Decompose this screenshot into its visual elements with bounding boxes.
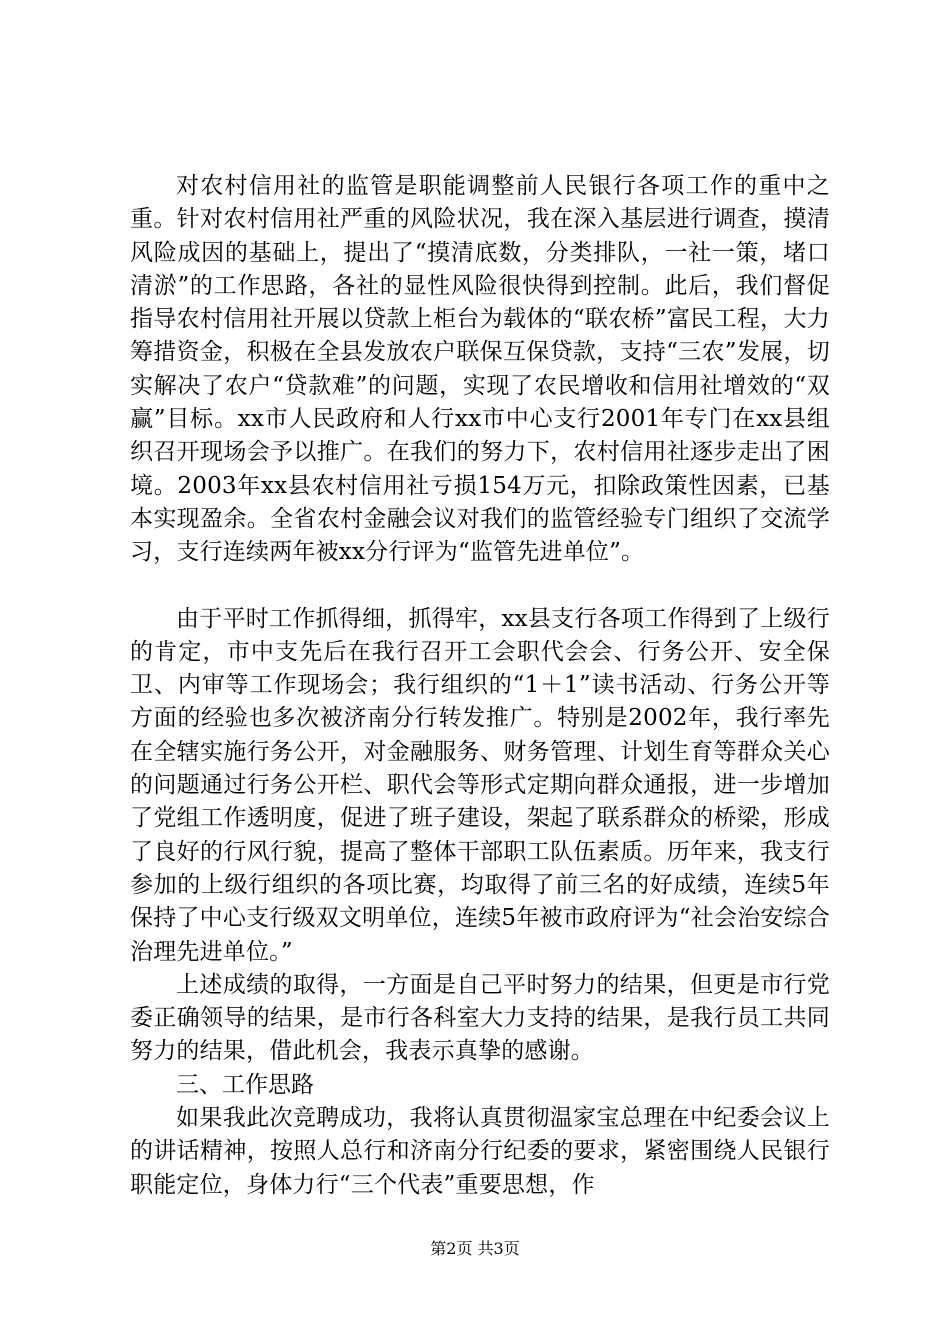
paragraph-acknowledgement: 上述成绩的取得，一方面是自己平时努力的结果，但更是市行党委正确领导的结果，是市行各科室大力支持的结果，是我行员工共同努力的结果，借此机会，我表示真挚的感谢。: [130, 971, 830, 1065]
paragraph-branch-achievements: 由于平时工作抓得细，抓得牢，xx县支行各项工作得到了上级行的肯定，市中支先后在我行召开工会职代会会、行务公开、安全保卫、内审等工作现场会；我行组织的“1＋1”读书活动、行务公开等方面的经验也多次被济南分行转发推广。特别是2002年，我行率先在全辖实施行务公开，对金融服务、财务管理、计划生育等群众关心的问题通过行务公开栏、职代会等形式定期向群众通报，进一步增加了党组工作透明度，促进了班子建设，架起了联系群众的桥梁，形成了良好的行风行貌，提高了整体干部职工队伍素质。历年来，我支行参加的上级行组织的各项比赛，均取得了前三名的好成绩，连续5年保持了中心支行级双文明单位，连续5年被市政府评为“社会治安综合治理先进单位。”: [130, 605, 830, 965]
paragraph-credit-coop-supervision: 对农村信用社的监管是职能调整前人民银行各项工作的重中之重。针对农村信用社严重的风险状况，我在深入基层进行调查，摸清风险成因的基础上，提出了“摸清底数，分类排队，一社一策，堵口清淤”的工作思路，各社的显性风险很快得到控制。此后，我们督促指导农村信用社开展以贷款上柜台为载体的“联农桥”富民工程，大力筹措资金，积极在全县发放农户联保互保贷款，支持“三农”发展，切实解决了农户“贷款难”的问题，实现了农民增收和信用社增效的“双赢”目标。xx市人民政府和人行xx市中心支行2001年专门在xx县组织召开现场会予以推广。在我们的努力下，农村信用社逐步走出了困境。2003年xx县农村信用社亏损154万元，扣除政策性因素，已基本实现盈余。全省农村金融会议对我们的监管经验专门组织了交流学习，支行连续两年被xx分行评为“监管先进单位”。: [130, 173, 830, 566]
document-body: [130, 170, 830, 1202]
page-number-footer: 第2页 共3页: [430, 1239, 520, 1258]
paragraph-spacer: [130, 570, 830, 603]
section-heading-work-ideas: 三、工作思路: [176, 1071, 314, 1098]
paragraph-work-plan: 如果我此次竞聘成功，我将认真贯彻温家宝总理在中纪委会议上的讲话精神，按照人总行和济南分行纪委的要求，紧密围绕人民银行职能定位，身体力行“三个代表”重要思想，作: [130, 1105, 830, 1198]
